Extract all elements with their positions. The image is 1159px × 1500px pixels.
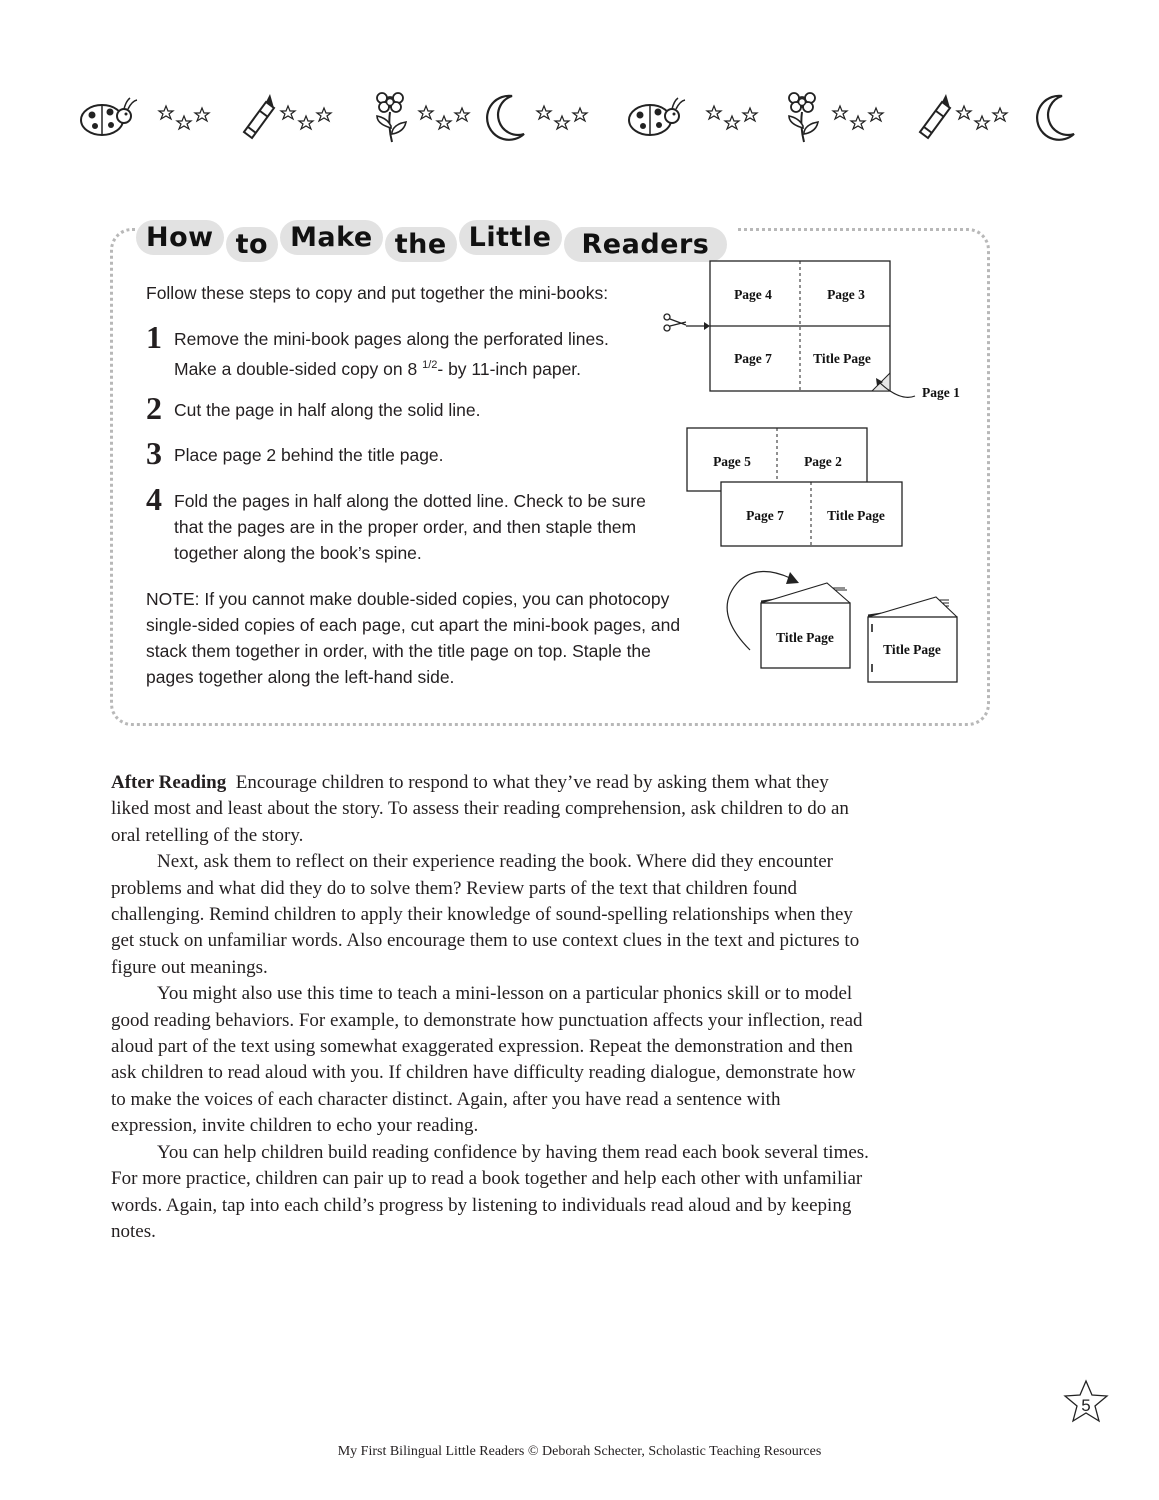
folded-book bbox=[727, 571, 850, 668]
sheet-stack-diagram bbox=[687, 428, 902, 546]
stars-icon bbox=[957, 106, 1007, 129]
title-word: to bbox=[226, 227, 278, 262]
ladybug-icon bbox=[81, 98, 137, 135]
diagram-label: Title Page bbox=[813, 351, 871, 366]
crayon-icon bbox=[244, 94, 274, 138]
diagram-label: Page 3 bbox=[827, 287, 865, 302]
paragraph: You might also use this time to teach a mini-lesson on a particular phonics skill or to model good reading behaviors. For example, to demonstrate how punctuation affects your inflection, read aloud part of the text using somewhat exaggerated expression. Repeat the demonstration and then ask children to read aloud with you. If children have difficulty reading dialogue, demonstrate how to make the voices of each character distinct. Again, after you have read a sentence with expression, invite children to echo your reading. bbox=[111, 983, 863, 1137]
step-number: 1 bbox=[146, 319, 162, 355]
fraction: 1/2 bbox=[422, 359, 438, 371]
after-reading-section bbox=[111, 770, 871, 1245]
diagram-label: Title Page bbox=[776, 630, 834, 645]
step-1 bbox=[146, 319, 686, 379]
title-word: How bbox=[136, 220, 224, 255]
step-4 bbox=[146, 481, 686, 568]
title-word: the bbox=[385, 227, 457, 262]
page-number-star bbox=[1062, 1379, 1110, 1425]
step-2 bbox=[146, 390, 686, 426]
footer-credit: My First Bilingual Little Readers © Deborah Schecter, Scholastic Teaching Resources bbox=[337, 1444, 822, 1459]
step-text: Remove the mini-book pages along the perforated lines. bbox=[174, 329, 609, 349]
diagram-label: Title Page bbox=[883, 642, 941, 657]
paragraph bbox=[111, 770, 871, 849]
sheet-cut-diagram bbox=[664, 261, 960, 400]
moon-icon bbox=[487, 96, 524, 140]
diagram-label: Title Page bbox=[827, 508, 885, 523]
step-text: Place page 2 behind the title page. bbox=[174, 445, 444, 465]
step-text: - by 11-inch paper. bbox=[437, 358, 582, 379]
paragraph-text: Encourage children to respond to what they’ve read by asking them what they liked most and least about the story. To assess their reading comprehension, ask children to do an oral retelling of the story. bbox=[111, 772, 849, 846]
decorative-border bbox=[80, 88, 1080, 148]
diagram-label: Page 1 bbox=[922, 385, 960, 400]
stapled-book bbox=[868, 597, 957, 682]
title-word: Make bbox=[280, 220, 383, 255]
stars-icon bbox=[159, 106, 209, 129]
moon-icon bbox=[1037, 96, 1074, 140]
step-3 bbox=[146, 435, 686, 471]
how-to-intro: Follow these steps to copy and put together the mini-books: bbox=[146, 283, 609, 303]
diagram-label: Page 5 bbox=[713, 454, 751, 469]
stars-icon bbox=[281, 106, 331, 129]
ladybug-icon bbox=[629, 98, 685, 135]
flower-icon bbox=[377, 93, 406, 142]
diagram-label: Page 4 bbox=[734, 287, 772, 302]
step-number: 4 bbox=[146, 481, 162, 517]
step-number: 2 bbox=[146, 390, 162, 426]
note-text: NOTE: If you cannot make double-sided copies, you can photocopy single-sided copies of each page, cut apart the mini-book pages, and stack them together in order, with the title page on top. Staple the pages together along the left-hand side. bbox=[146, 589, 681, 687]
diagram-label: Page 2 bbox=[804, 454, 842, 469]
step-text: Fold the pages in half along the dotted line. Check to be sure that the pages are in the proper order, and then staple them together along the book’s spine. bbox=[174, 491, 646, 563]
page-number: 5 bbox=[1081, 1396, 1091, 1415]
flower-icon bbox=[789, 93, 818, 142]
scissors-icon bbox=[664, 314, 710, 331]
stars-icon bbox=[419, 106, 469, 129]
step-text: Make a double-sided copy on 8 bbox=[174, 358, 423, 379]
section-heading: After Reading bbox=[111, 772, 227, 793]
paragraph: You can help children build reading confidence by having them read each book several times. For more practice, children can pair up to read a book together and help each other with unfamiliar words. Again, tap into each child’s progress by listening to individuals read aloud and by keeping notes. bbox=[111, 1141, 869, 1242]
diagram-label: Page 7 bbox=[734, 351, 772, 366]
step-number: 3 bbox=[146, 435, 162, 471]
stars-icon bbox=[833, 106, 883, 129]
folding-diagram bbox=[640, 250, 980, 710]
crayon-icon bbox=[920, 94, 950, 138]
stars-icon bbox=[537, 106, 587, 129]
stars-icon bbox=[707, 106, 757, 129]
step-text: Cut the page in half along the solid line. bbox=[174, 400, 481, 420]
paragraph: Next, ask them to reflect on their experience reading the book. Where did they encounter problems and what did they do to solve them? Review parts of the text that children found challenging. Remind children to apply their knowledge of sound-spelling relationships when they get stuck on unfamiliar words. Also encourage them to use context clues in the text and pictures to figure out meanings. bbox=[111, 851, 860, 978]
title-word: Readers bbox=[564, 227, 728, 262]
diagram-label: Page 7 bbox=[746, 508, 784, 523]
title-word: Little bbox=[459, 220, 562, 255]
